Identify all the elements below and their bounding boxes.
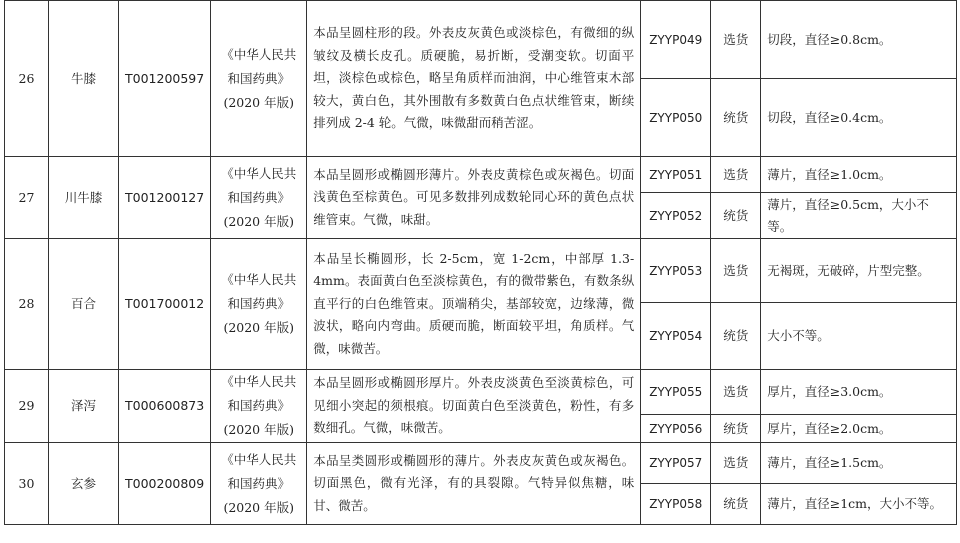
- row-number: 29: [5, 370, 49, 443]
- quality-standard: 《中华人民共和国药典》(2020 年版): [211, 157, 307, 239]
- grade-code: ZYYP051: [641, 157, 711, 193]
- grade-level: 选货: [711, 370, 761, 415]
- herb-code: T000200809: [119, 443, 211, 525]
- grade-level: 统货: [711, 303, 761, 370]
- grade-level: 统货: [711, 484, 761, 525]
- grade-spec: 厚片，直径≥2.0cm。: [761, 415, 957, 443]
- table-row: [5, 370, 957, 415]
- herb-name: 牛膝: [49, 1, 119, 157]
- grade-spec: 切段，直径≥0.8cm。: [761, 1, 957, 79]
- row-number: 27: [5, 157, 49, 239]
- grade-spec: 无褐斑，无破碎，片型完整。: [761, 239, 957, 303]
- herb-code: T001200127: [119, 157, 211, 239]
- grade-level: 统货: [711, 79, 761, 157]
- herb-description: 本品呈圆柱形的段。外表皮灰黄色或淡棕色，有微细的纵皱纹及横长皮孔。质硬脆，易折断，受潮变软。切面平坦，淡棕色或棕色，略呈角质样而油润，中心维管束木部较大，黄白色，其外围散有多数黄白色点状维管束，断续排列成 2-4 轮。气微，味微甜而稍苦涩。: [307, 1, 641, 157]
- grade-level: 统货: [711, 415, 761, 443]
- grade-spec: 大小不等。: [761, 303, 957, 370]
- grade-level: 统货: [711, 193, 761, 239]
- grade-level: 选货: [711, 239, 761, 303]
- grade-code: ZYYP050: [641, 79, 711, 157]
- quality-standard: 《中华人民共和国药典》(2020 年版): [211, 443, 307, 525]
- herb-name: 百合: [49, 239, 119, 370]
- grade-spec: 薄片，直径≥1cm，大小不等。: [761, 484, 957, 525]
- herb-name: 川牛膝: [49, 157, 119, 239]
- herb-name: 泽泻: [49, 370, 119, 443]
- herb-code: T001200597: [119, 1, 211, 157]
- grade-code: ZYYP054: [641, 303, 711, 370]
- grade-spec: 薄片，直径≥1.5cm。: [761, 443, 957, 484]
- row-number: 26: [5, 1, 49, 157]
- table-row: [5, 1, 957, 79]
- grade-spec: 薄片，直径≥0.5cm，大小不等。: [761, 193, 957, 239]
- herb-code: T001700012: [119, 239, 211, 370]
- row-number: 28: [5, 239, 49, 370]
- grade-code: ZYYP053: [641, 239, 711, 303]
- herb-description: 本品呈圆形或椭圆形厚片。外表皮淡黄色至淡黄棕色，可见细小突起的须根痕。切面黄白色至淡黄色，粉性，有多数细孔。气微，味微苦。: [307, 370, 641, 443]
- herb-code: T000600873: [119, 370, 211, 443]
- grade-code: ZYYP058: [641, 484, 711, 525]
- herb-description: 本品呈圆形或椭圆形薄片。外表皮黄棕色或灰褐色。切面浅黄色至棕黄色。可见多数排列成数轮同心环的黄色点状维管束。气微，味甜。: [307, 157, 641, 239]
- grade-level: 选货: [711, 157, 761, 193]
- grade-level: 选货: [711, 443, 761, 484]
- row-number: 30: [5, 443, 49, 525]
- quality-standard: 《中华人民共和国药典》(2020 年版): [211, 239, 307, 370]
- table-body: [5, 1, 957, 525]
- grade-spec: 厚片，直径≥3.0cm。: [761, 370, 957, 415]
- herb-description: 本品呈类圆形或椭圆形的薄片。外表皮灰黄色或灰褐色。切面黑色，微有光泽，有的具裂隙。气特异似焦糖，味甘、微苦。: [307, 443, 641, 525]
- grade-code: ZYYP056: [641, 415, 711, 443]
- herb-name: 玄参: [49, 443, 119, 525]
- quality-standard: 《中华人民共和国药典》(2020 年版): [211, 370, 307, 443]
- herb-spec-table: [4, 0, 957, 525]
- grade-spec: 切段，直径≥0.4cm。: [761, 79, 957, 157]
- quality-standard: 《中华人民共和国药典》(2020 年版): [211, 1, 307, 157]
- grade-code: ZYYP049: [641, 1, 711, 79]
- grade-code: ZYYP052: [641, 193, 711, 239]
- herb-description: 本品呈长椭圆形，长 2-5cm，宽 1-2cm，中部厚 1.3-4mm。表面黄白色至淡棕黄色，有的微带紫色，有数条纵直平行的白色维管束。顶端稍尖，基部较宽，边缘薄，微波状，略向内弯曲。质硬而脆，断面较平坦，角质样。气微，味微苦。: [307, 239, 641, 370]
- grade-level: 选货: [711, 1, 761, 79]
- grade-code: ZYYP057: [641, 443, 711, 484]
- table-row: [5, 239, 957, 303]
- table-row: [5, 157, 957, 193]
- grade-code: ZYYP055: [641, 370, 711, 415]
- grade-spec: 薄片，直径≥1.0cm。: [761, 157, 957, 193]
- table-row: [5, 443, 957, 484]
